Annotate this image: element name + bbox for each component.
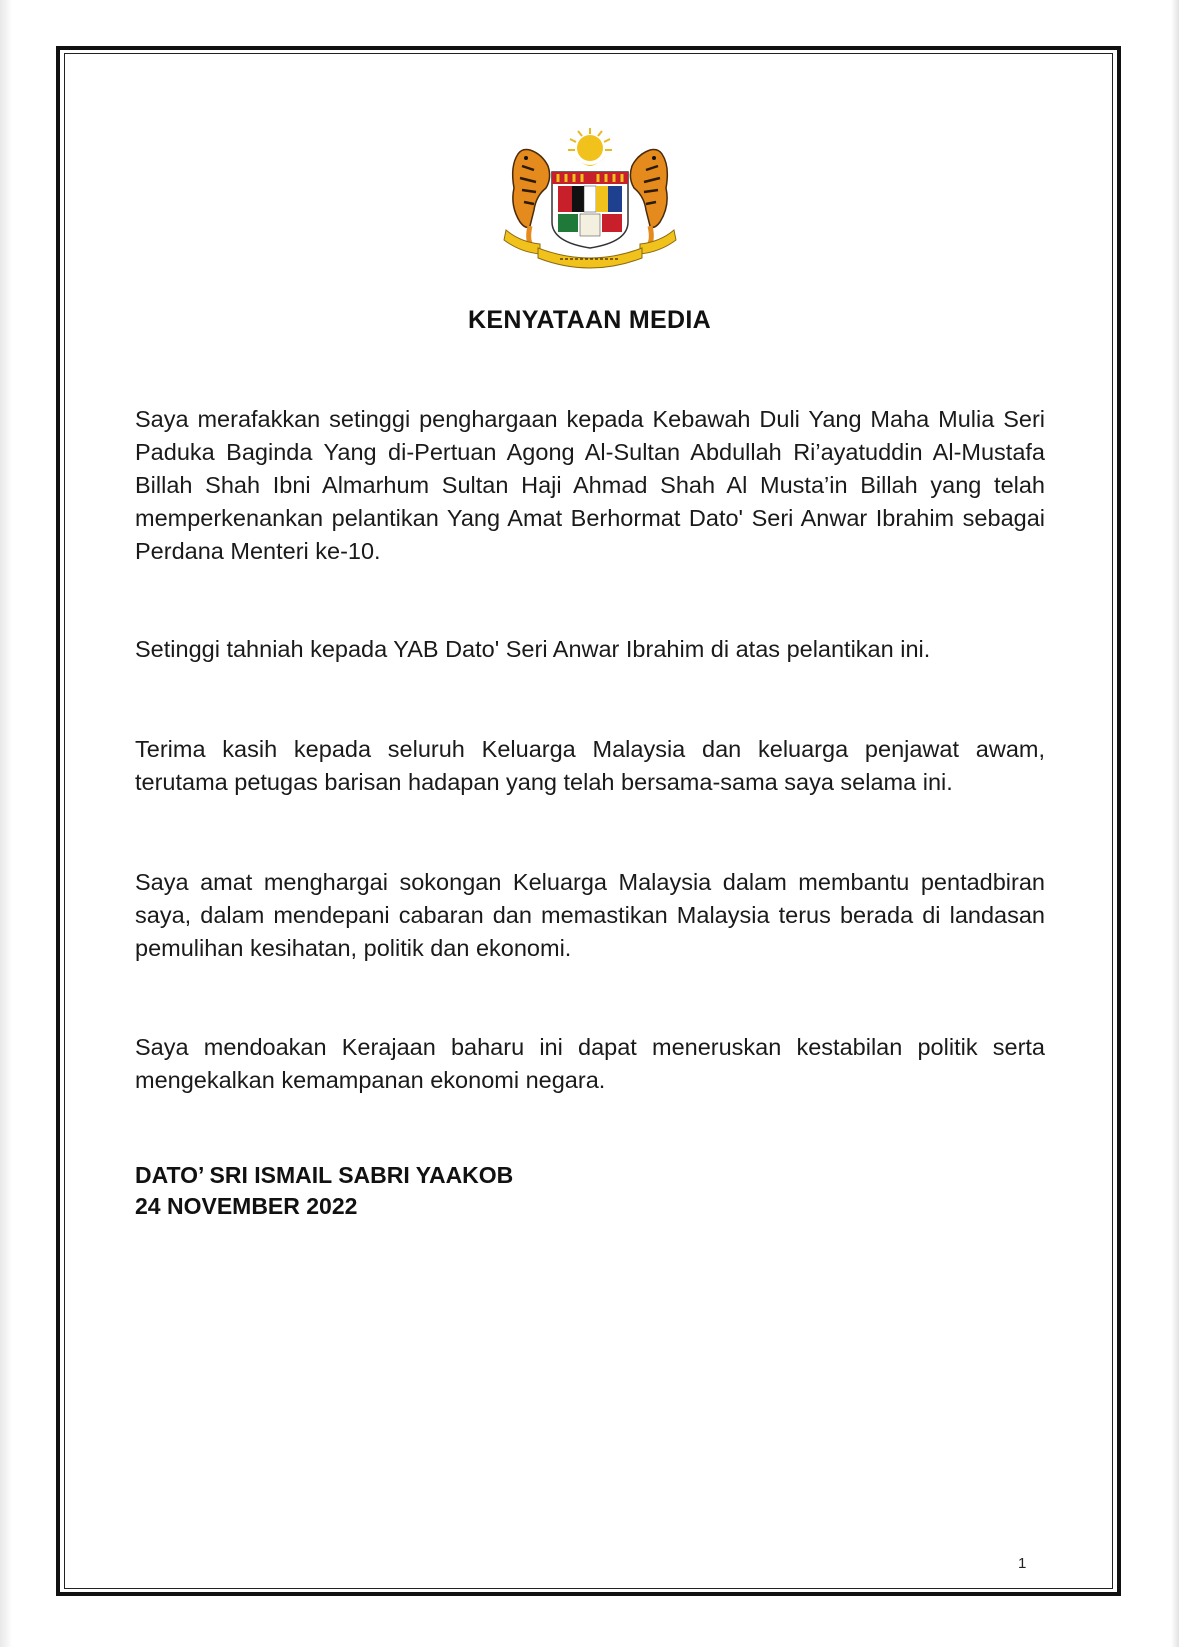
paragraph-support: Saya amat menghargai sokongan Keluarga Malaysia dalam membantu pentadbiran saya, dalam mendepani cabaran dan memastikan Malaysia terus berada di landasan pemulihan kesihatan, politik dan ekonomi.	[135, 869, 1045, 961]
signatory-name: DATO’ SRI ISMAIL SABRI YAAKOB	[135, 1162, 514, 1188]
paragraph-appreciation: Saya merafakkan setinggi penghargaan kepada Kebawah Duli Yang Maha Mulia Seri Paduka Baginda Yang di-Pertuan Agong Al-Sultan Abdullah Ri’ayatuddin Al-Mustafa Billah Shah Ibni Almarhum Sultan Haji Ahmad Shah Al Musta’in Billah yang telah memperkenankan pelantikan Yang Amat Berhormat Dato' Seri Anwar Ibrahim sebagai Perdana Menteri ke-10.	[135, 406, 1045, 564]
crest-tiger-right	[630, 150, 667, 251]
scan-shadow-right	[1171, 0, 1179, 1647]
statement-date: 24 NOVEMBER 2022	[135, 1193, 358, 1219]
coat-of-arms-icon	[500, 126, 680, 276]
paragraph-congratulations: Setinggi tahniah kepada YAB Dato' Seri Anwar Ibrahim di atas pelantikan ini.	[135, 636, 931, 662]
crest-tiger-left	[513, 150, 550, 251]
paragraph-prayer: Saya mendoakan Kerajaan baharu ini dapat meneruskan kestabilan politik serta mengekalkan kemampanan ekonomi negara.	[135, 1034, 1045, 1093]
crest-sun	[568, 128, 612, 166]
scan-shadow-left	[0, 0, 12, 1647]
crest-shield	[552, 172, 628, 248]
document-title: KENYATAAN MEDIA	[468, 306, 711, 334]
page-border-inner	[64, 53, 1113, 1589]
paragraph-thanks: Terima kasih kepada seluruh Keluarga Malaysia dan keluarga penjawat awam, terutama petugas barisan hadapan yang telah bersama-sama saya selama ini.	[135, 736, 1045, 795]
page-number: 1	[1018, 1555, 1027, 1572]
